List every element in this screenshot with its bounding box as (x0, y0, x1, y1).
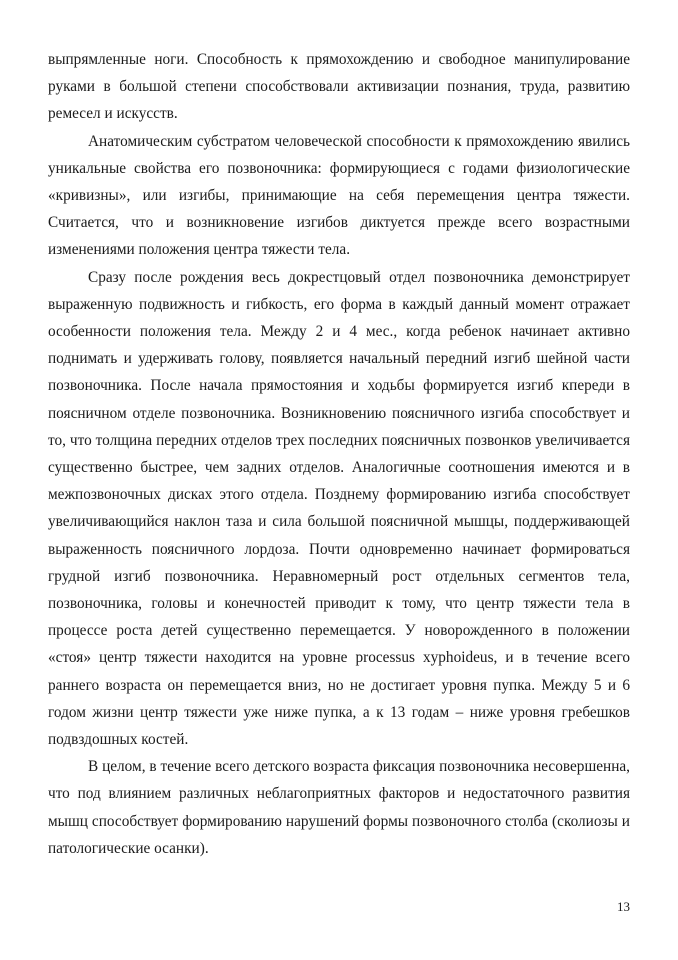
paragraph-anatomical-substrate: Анатомическим субстратом человеческой способности к прямохождению явились уникальные свойства его позвоночника: формирующиеся с годами физиологические «кривизны», или изгибы, принимающие на себя перемещения центра тяжести. Считается, что и возникновение изгибов диктуется прежде всего возрастными изменениями положения центра тяжести тела. (48, 132, 630, 259)
document-page (48, 46, 630, 862)
page-number: 13 (617, 899, 630, 914)
paragraph-continuation: выпрямленные ноги. Способность к прямохождению и свободное манипулирование руками в большой степени способствовали активизации познания, труда, развитию ремесел и искусств. (48, 51, 630, 123)
paragraph-conclusion: В целом, в течение всего детского возраста фиксация позвоночника несовершенна, что под влиянием различных неблагоприятных факторов и недостаточного развития мышц способствует формированию нарушений формы позвоночного столба (сколиозы и патологические осанки). (48, 758, 630, 857)
paragraph-spine-development: Сразу после рождения весь докрестцовый отдел позвоночника демонстрирует выраженную подвижность и гибкость, его форма в каждый данный момент отражает особенности положения тела. Между 2 и 4 мес., когда ребенок начинает активно поднимать и удерживать голову, появляется начальный передний изгиб шейной части позвоночника. После начала прямостояния и ходьбы формируется изгиб кпереди в поясничном отделе позвоночника. Возникновению поясничного изгиба способствует и то, что толщина передних отделов трех последних поясничных позвонков увеличивается существенно быстрее, чем задних отделов. Аналогичные соотношения имеются и в межпозвоночных дисках этого отдела. Позднему формированию изгиба способствует увеличивающийся наклон таза и сила большой поясничной мышцы, поддерживающей выраженность поясничного лордоза. Почти одновременно начинает формироваться грудной изгиб позвоночника. Неравномерный рост отдельных сегментов тела, позвоночника, головы и конечностей приводит к тому, что центр тяжести тела в процессе роста детей существенно перемещается. У новорожденного в положении «стоя» центр тяжести находится на уровне processus xyphoideus, и в течение всего раннего возраста он перемещается вниз, но не достигает уровня пупка. Между 5 и 6 годом жизни центр тяжести уже ниже пупка, а к 13 годам – ниже уровня гребешков подвздошных костей. (48, 268, 630, 749)
